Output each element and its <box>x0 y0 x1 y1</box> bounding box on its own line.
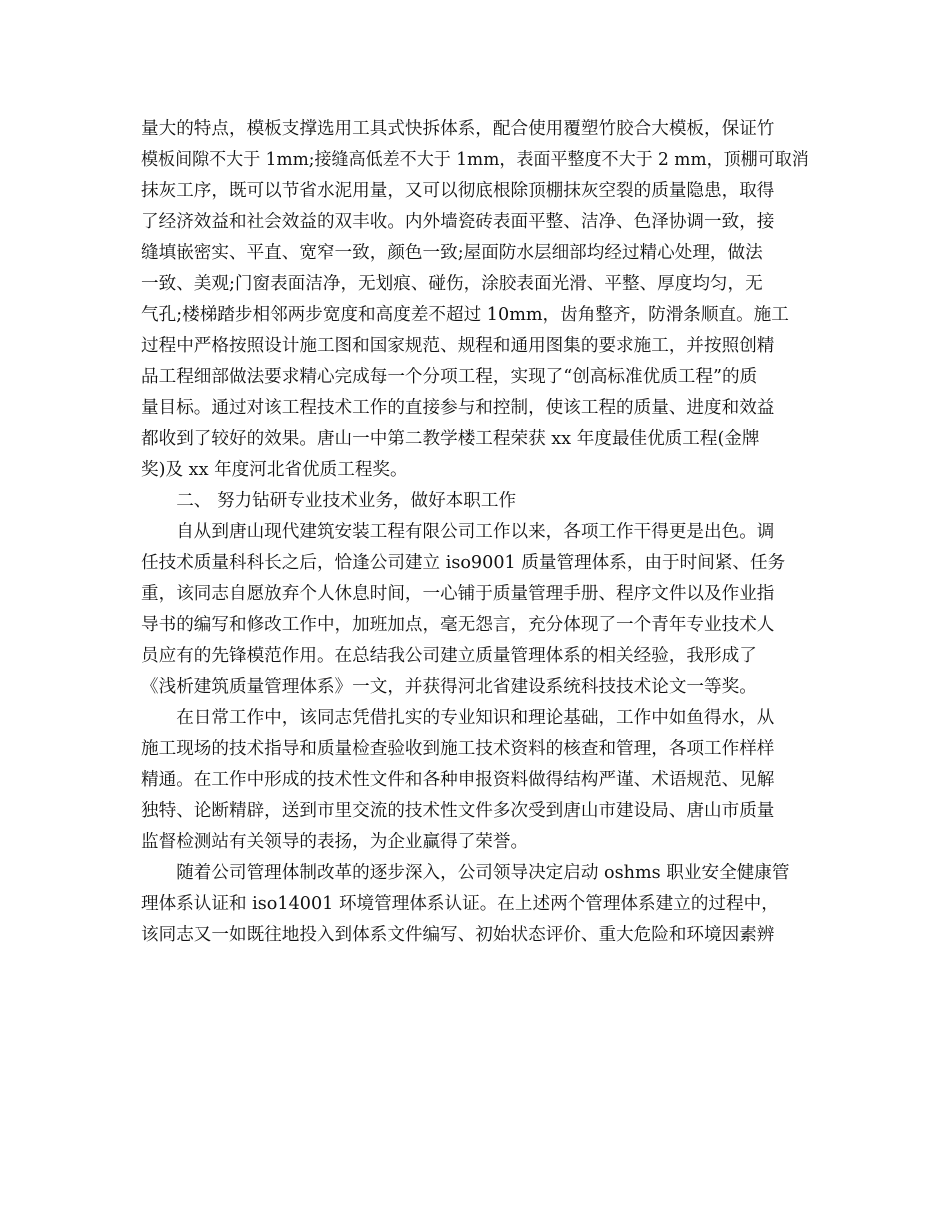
text-line: 品工程细部做法要求精心完成每一个分项工程，实现了“创高标准优质工程”的质 <box>141 367 758 387</box>
text-line: 监督检测站有关领导的表扬，为企业赢得了荣誉。 <box>141 832 529 852</box>
text-line: 导书的编写和修改工作中，加班加点，毫无怨言，充分体现了一个青年专业技术人 <box>141 615 775 635</box>
text-line: 任技术质量科科长之后，恰逢公司建立 iso9001 质量管理体系，由于时间紧、任务 <box>141 553 786 573</box>
text-line: 理体系认证和 iso14001 环境管理体系认证。在上述两个管理体系建立的过程中， <box>141 894 779 914</box>
text-line: 量大的特点，模板支撑选用工具式快拆体系，配合使用覆塑竹胶合大模板，保证竹 <box>141 119 775 139</box>
text-line: 随着公司管理体制改革的逐步深入，公司领导决定启动 oshms 职业安全健康管 <box>141 863 790 883</box>
text-line: 都收到了较好的效果。唐山一中第二教学楼工程荣获 xx 年度最佳优质工程(金牌 <box>141 429 760 449</box>
text-line: 一致、美观;门窗表面洁净，无划痕、碰伤，涂胶表面光滑、平整、厚度均匀，无 <box>141 274 763 294</box>
text-line: 自从到唐山现代建筑安装工程有限公司工作以来，各项工作干得更是出色。调 <box>141 522 775 542</box>
text-line: 精通。在工作中形成的技术性文件和各种申报资料做得结构严谨、术语规范、见解 <box>141 770 775 790</box>
text-line: 量目标。通过对该工程技术工作的直接参与和控制，使该工程的质量、进度和效益 <box>141 398 775 418</box>
section-heading: 二、 努力钻研专业技术业务，做好本职工作 <box>141 491 517 511</box>
text-line: 模板间隙不大于 1mm;接缝高低差不大于 1mm，表面平整度不大于 2 mm，顶棚可取消 <box>141 150 809 170</box>
text-line: 气孔;楼梯踏步相邻两步宽度和高度差不超过 10mm，齿角整齐，防滑条顺直。施工 <box>141 305 789 325</box>
text-line: 独特、论断精辟，送到市里交流的技术性文件多次受到唐山市建设局、唐山市质量 <box>141 801 775 821</box>
text-line: 了经济效益和社会效益的双丰收。内外墙瓷砖表面平整、洁净、色泽协调一致，接 <box>141 212 775 232</box>
text-line: 员应有的先锋模范作用。在总结我公司建立质量管理体系的相关经验，我形成了 <box>141 646 757 666</box>
text-line: 过程中严格按照设计施工图和国家规范、规程和通用图集的要求施工，并按照创精 <box>141 336 775 356</box>
text-line: 在日常工作中，该同志凭借扎实的专业知识和理论基础，工作中如鱼得水，从 <box>141 708 775 728</box>
text-line: 抹灰工序，既可以节省水泥用量，又可以彻底根除顶棚抹灰空裂的质量隐患，取得 <box>141 181 775 201</box>
text-line: 奖)及 xx 年度河北省优质工程奖。 <box>141 460 408 480</box>
text-line: 该同志又一如既往地投入到体系文件编写、初始状态评价、重大危险和环境因素辨 <box>141 925 775 945</box>
text-line: 《浅析建筑质量管理体系》一文，并获得河北省建设系统科技技术论文一等奖。 <box>141 677 757 697</box>
text-line: 缝填嵌密实、平直、宽窄一致，颜色一致;屋面防水层细部均经过精心处理，做法 <box>141 243 763 263</box>
text-line: 重，该同志自愿放弃个人休息时间，一心铺于质量管理手册、程序文件以及作业指 <box>141 584 775 604</box>
text-line: 施工现场的技术指导和质量检查验收到施工技术资料的核查和管理，各项工作样样 <box>141 739 775 759</box>
